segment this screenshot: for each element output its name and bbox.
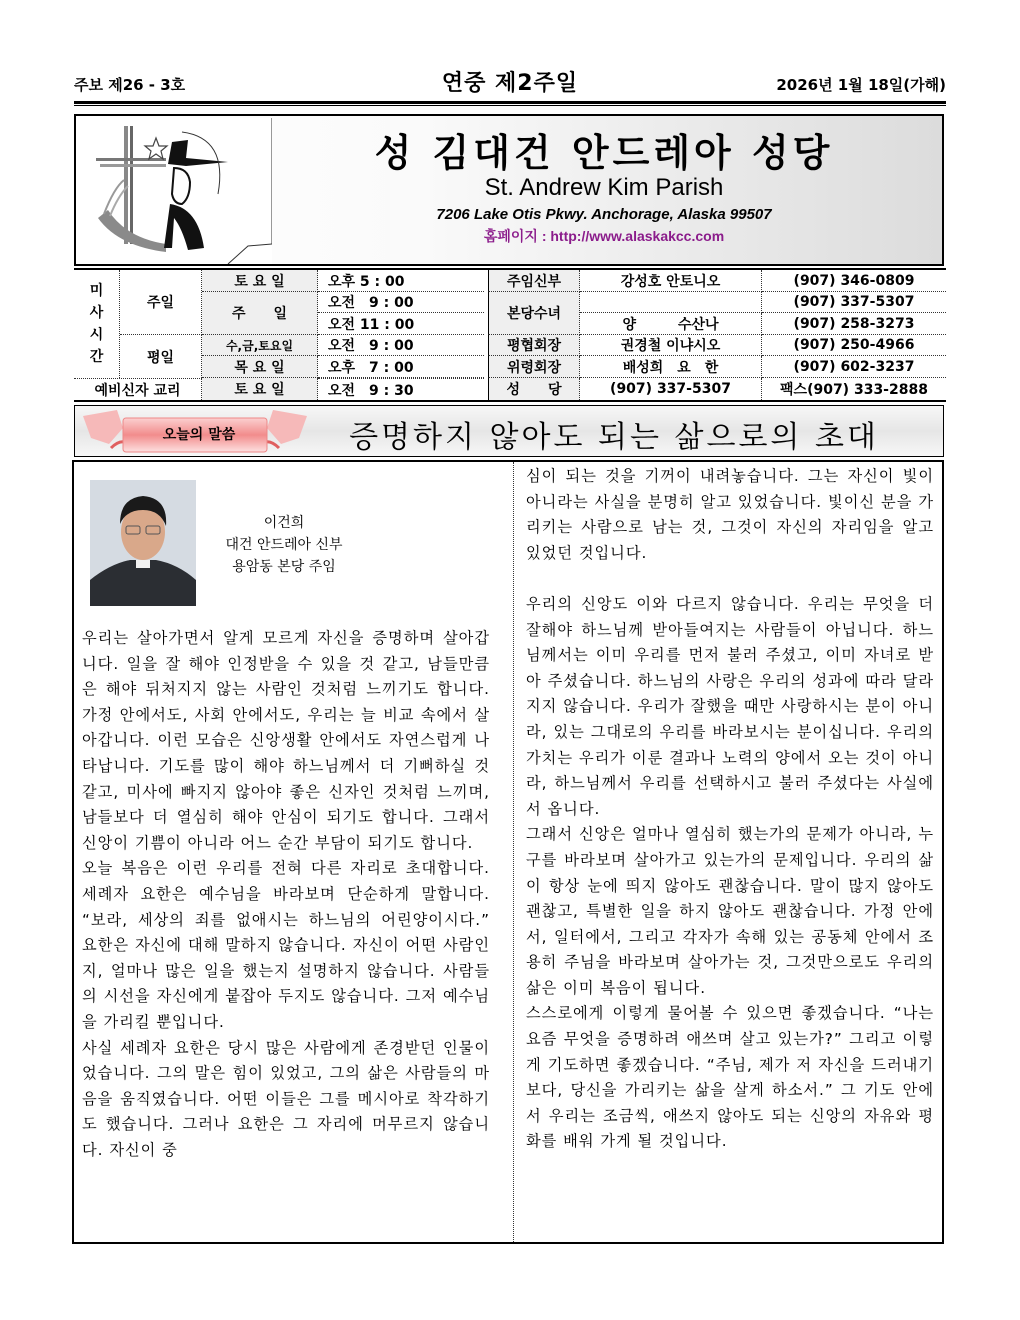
article-right-column: [526, 464, 934, 1155]
contact-name: 배성희 요 한: [580, 356, 762, 378]
schedule-time: 오전 9 : 00: [318, 335, 484, 356]
contact-phone: (907) 346-0809: [762, 270, 946, 292]
contact-phone: (907) 258-3273: [762, 313, 946, 335]
mass-time-label: [74, 270, 120, 378]
contact-phone: (907) 337-5307: [762, 292, 946, 313]
cross-and-saint-andrew-kim-icon: [78, 118, 272, 264]
homily-article: [72, 460, 944, 1244]
column-divider: [513, 462, 514, 1242]
schedule-time: 오후 5 : 00: [318, 270, 484, 292]
contact-name: [580, 292, 762, 313]
article-left-column: [82, 626, 490, 1163]
bulletin-header: [74, 66, 946, 100]
article-paragraph: 사실 세례자 요한은 당시 많은 사람에게 존경받던 인물이었습니다. 그의 말은 힘이 있었고, 그의 삶은 사람들의 마음을 움직였습니다. 어떤 이들은 그를 메시아로 착각하기도 했습니다. 그러나 요한은 그 자리에 머무르지 않습니다. 자신이 중: [82, 1038, 490, 1159]
contact-phone: (907) 602-3237: [762, 356, 946, 378]
author-parish: 용암동 본당 주임: [232, 559, 336, 575]
contact-name: 권경철 이냐시오: [580, 335, 762, 356]
mass-time-label-char: 간: [89, 349, 104, 365]
author-byline: [204, 512, 364, 578]
article-paragraph: 우리는 살아가면서 알게 모르게 자신을 증명하며 살아갑니다. 일을 잘 해야 인정받을 수 있을 것 같고, 남들만큼은 해야 뒤처지지 않는 사람인 것처럼 느끼기도 합니다. 가정 안에서도, 사회 안에서도, 우리는 늘 비교 속에서 살아갑니다. 이런 모습은 신앙생활 안에서도 자연스럽게 나타납니다. 기도를 많이 해야 하느님께서 더 기뻐하실 것 같고, 미사에 빠지지 않아야 좋은 신자인 것처럼 느끼며, 남들보다 더 열심히 해야 안심이 되기도 합니다. 그래서 신앙이 기쁨이 아니라 어느 순간 부담이 되기도 합니다.: [82, 629, 490, 852]
schedule-time: 오전 11 : 00: [318, 313, 484, 335]
schedule-day: 주 일: [202, 292, 318, 335]
contact-role: 성 당: [488, 378, 580, 400]
author-name: 이건희: [263, 515, 305, 531]
liturgical-week-title: 연중 제2주일: [441, 71, 579, 96]
schedule-day: 수,금,토요일: [202, 335, 318, 356]
mass-time-label-char: 사: [89, 305, 104, 321]
schedule-time: 오전 9 : 30: [318, 378, 484, 400]
parish-office-phone: (907) 337-5307: [580, 378, 762, 400]
mass-schedule-table: [74, 268, 946, 402]
sunday-group-label: 주일: [120, 270, 202, 335]
contact-role: 위령회장: [488, 356, 580, 378]
todays-word-banner: [74, 405, 944, 457]
parish-name-korean: 성 김대건 안드레아 성당: [374, 131, 834, 175]
fax-number: 팩스(907) 333-2888: [780, 382, 928, 398]
contact-role: 본당수녀: [488, 292, 580, 335]
schedule-day: 토 요 일: [202, 270, 318, 292]
bulletin-date: 2026년 1월 18일(가해): [776, 76, 946, 94]
header-double-rule: [74, 101, 946, 106]
contact-role: 주임신부: [488, 270, 580, 292]
catechumen-class-label: 예비신자 교리: [74, 378, 202, 400]
contact-name: 양 수산나: [580, 313, 762, 335]
issue-number: 주보 제26 - 3호: [74, 76, 186, 94]
mass-time-label-char: 미: [89, 283, 104, 299]
schedule-day: 목 요 일: [202, 356, 318, 378]
parish-address: 7206 Lake Otis Pkwy. Anchorage, Alaska 99507: [436, 206, 772, 223]
article-paragraph: 심이 되는 것을 기꺼이 내려놓습니다. 그는 자신이 빛이 아니라는 사실을 분명히 알고 있었습니다. 빛이신 분을 가리키는 사람으로 남는 것, 그것이 자신의 자리임을 알고 있었던 것입니다.: [526, 467, 934, 562]
contact-name: 강성호 안토니오: [580, 270, 762, 292]
author-title: 대건 안드레아 신부: [225, 537, 343, 553]
weekday-group-label: 평일: [120, 335, 202, 378]
article-paragraph: 오늘 복음은 이런 우리를 전혀 다른 자리로 초대합니다. 세례자 요한은 예수님을 바라보며 단순하게 말합니다. “보라, 세상의 죄를 없애시는 하느님의 어린양이시다.” 요한은 자신에 대해 말하지 않습니다. 자신이 어떤 사람인지, 얼마나 많은 일을 했는지 설명하지 않습니다. 사람들의 시선을 자신에게 붙잡아 두지도 않습니다. 그저 예수님을 가리킬 뿐입니다.: [82, 859, 490, 1031]
article-paragraph: 스스로에게 이렇게 물어볼 수 있으면 좋겠습니다. “나는 요즘 무엇을 증명하려 애쓰며 살고 있는가?” 그리고 이렇게 기도하면 좋겠습니다. “주님, 제가 저 자신을 드러내기보다, 당신을 가리키는 삶을 살게 하소서.” 그 기도 안에서 우리는 조금씩, 애쓰지 않아도 되는 신앙의 자유와 평화를 배워 가게 될 것입니다.: [526, 1004, 934, 1151]
homily-title: 증명하지 않아도 되는 삶으로의 초대: [349, 420, 879, 455]
parish-masthead: [74, 114, 944, 266]
article-paragraph: 우리의 신앙도 이와 다르지 않습니다. 우리는 무엇을 더 잘해야 하느님께 받아들여지는 사람들이 아닙니다. 하느님께서는 이미 우리를 먼저 불러 주셨고, 이미 자녀로 받아 주셨습니다. 하느님의 사랑은 우리의 성과에 따라 달라지지 않습니다. 우리가 잘했을 때만 사랑하시는 분이 아니라, 있는 그대로의 우리를 바라보시는 분이십니다. 우리의 가치는 우리가 이룬 결과나 노력의 양에서 오는 것이 아니라, 하느님께서 우리를 선택하시고 불러 주셨다는 사실에서 옵니다.: [526, 594, 934, 818]
homepage-link[interactable]: 홈페이지 : http://www.alaskakcc.com: [483, 228, 725, 244]
article-paragraph: 그래서 신앙은 얼마나 열심히 했는가의 문제가 아니라, 누구를 바라보며 살아가고 있는가의 문제입니다. 우리의 삶이 항상 눈에 띄지 않아도 괜찮습니다. 말이 많지 않아도 괜찮고, 특별한 일을 하지 않아도 괜찮습니다. 가정 안에서, 일터에서, 그리고 각자가 속해 있는 공동체 안에서 조용히 주님을 바라보며 살아가는 것, 그것만으로도 우리의 삶은 이미 복음이 됩니다.: [526, 825, 934, 997]
priest-portrait-photo: [90, 480, 196, 606]
parish-name-english: St. Andrew Kim Parish: [484, 174, 724, 201]
todays-word-label: 오늘의 말씀: [162, 427, 236, 443]
schedule-time: 오후 7 : 00: [318, 356, 484, 378]
ribbon-icon: [81, 408, 309, 454]
schedule-day: 토 요 일: [202, 378, 318, 400]
schedule-time: 오전 9 : 00: [318, 292, 484, 313]
contact-phone: (907) 250-4966: [762, 335, 946, 356]
mass-time-label-char: 시: [89, 327, 104, 343]
contact-role: 평협회장: [488, 335, 580, 356]
paragraph-gap: [526, 566, 934, 592]
